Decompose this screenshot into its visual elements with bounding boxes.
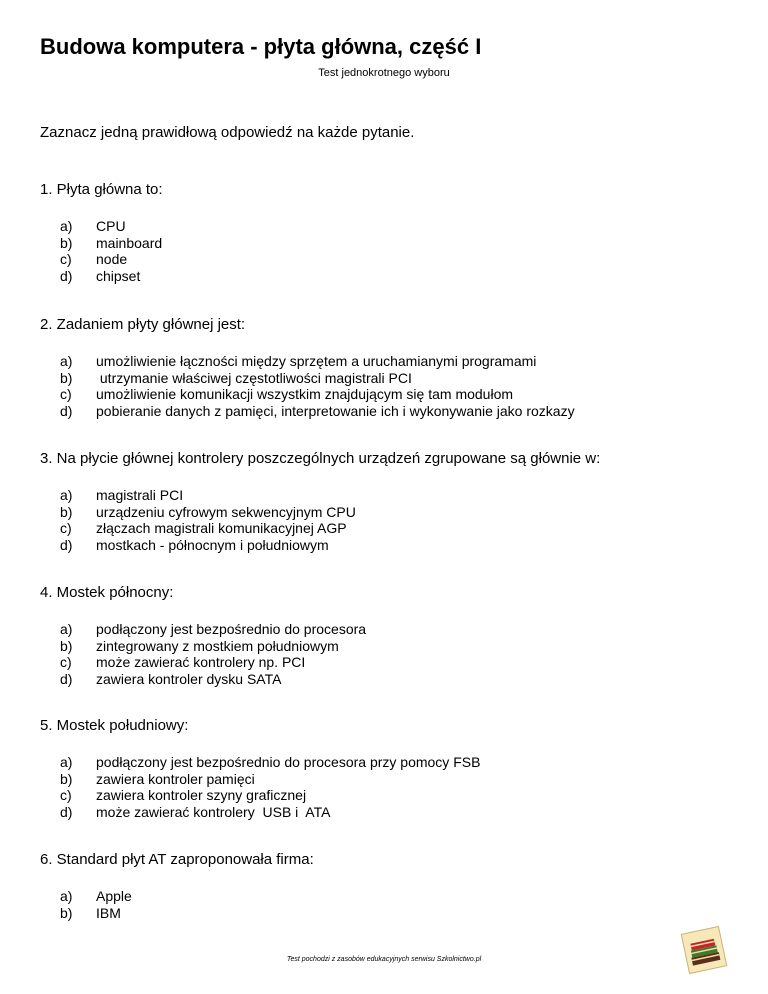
answer-text: pobieranie danych z pamięci, interpretowanie ich i wykonywanie jako rozkazy bbox=[96, 403, 575, 420]
answer-letter: c) bbox=[60, 251, 72, 268]
answer-text: CPU bbox=[96, 218, 126, 234]
question-text: 5. Mostek południowy: bbox=[40, 717, 189, 734]
answer-option bbox=[60, 638, 740, 655]
answer-option bbox=[60, 804, 740, 821]
answer-letter: d) bbox=[60, 671, 73, 688]
answer-text: umożliwienie komunikacji wszystkim znajdującym się tam modułom bbox=[96, 386, 514, 403]
answer-letter: b) bbox=[60, 637, 73, 654]
answer-option bbox=[60, 905, 740, 922]
answer-option bbox=[60, 520, 740, 537]
question-text: 6. Standard płyt AT zaproponowała firma: bbox=[40, 851, 314, 868]
answer-text: utrzymanie właściwej częstotliwości magistrali PCI bbox=[96, 369, 412, 386]
books-stack-logo-graphic bbox=[678, 924, 730, 976]
answer-option bbox=[60, 537, 740, 554]
answer-text: mainboard bbox=[96, 234, 163, 251]
answer-letter: b) bbox=[60, 234, 73, 251]
answer-text: zawiera kontroler dysku SATA bbox=[96, 671, 282, 688]
answer-letter: a) bbox=[60, 621, 73, 637]
answer-text: mostkach - północnym i południowym bbox=[96, 537, 329, 554]
answer-option bbox=[60, 771, 740, 788]
answer-text: node bbox=[96, 251, 128, 268]
answer-text: może zawierać kontrolery USB i ATA bbox=[96, 804, 331, 821]
answer-list bbox=[60, 218, 740, 285]
answer-text: zawiera kontroler pamięci bbox=[96, 770, 255, 787]
answer-option bbox=[60, 353, 740, 370]
question-4 bbox=[40, 584, 740, 688]
answer-text: magistrali PCI bbox=[96, 487, 184, 503]
answer-option bbox=[60, 251, 740, 268]
answer-option bbox=[60, 787, 740, 804]
footer-source-note: Test pochodzi z zasobów edukacyjnych serwisu Szkolnictwo.pl bbox=[286, 956, 482, 963]
answer-option bbox=[60, 403, 740, 420]
answer-text: zawiera kontroler szyny graficznej bbox=[96, 787, 307, 804]
answer-text: urządzeniu cyfrowym sekwencyjnym CPU bbox=[96, 503, 356, 520]
answer-letter: d) bbox=[60, 268, 73, 285]
answer-text: chipset bbox=[96, 268, 141, 285]
answer-text: podłączony jest bezpośrednio do procesora przy pomocy FSB bbox=[96, 754, 481, 770]
answer-option bbox=[60, 654, 740, 671]
document-subtitle: Test jednokrotnego wyboru bbox=[318, 67, 450, 79]
answer-letter: d) bbox=[60, 537, 73, 554]
answer-option bbox=[60, 370, 740, 387]
answer-letter: b) bbox=[60, 904, 73, 921]
answer-letter: a) bbox=[60, 218, 73, 234]
answer-text: zintegrowany z mostkiem południowym bbox=[96, 637, 339, 654]
answer-letter: b) bbox=[60, 369, 73, 386]
answer-text: IBM bbox=[96, 904, 121, 921]
answer-text: może zawierać kontrolery np. PCI bbox=[96, 654, 306, 671]
question-text: 3. Na płycie głównej kontrolery poszczególnych urządzeń zgrupowane są głównie w: bbox=[40, 450, 601, 467]
answer-letter: d) bbox=[60, 804, 73, 821]
answer-option bbox=[60, 386, 740, 403]
answer-letter: c) bbox=[60, 386, 72, 403]
answer-letter: a) bbox=[60, 487, 73, 503]
answer-list bbox=[60, 621, 740, 688]
answer-text: podłączony jest bezpośrednio do procesora bbox=[96, 621, 367, 637]
question-text: 4. Mostek północny: bbox=[40, 584, 174, 601]
answer-list bbox=[60, 487, 740, 554]
answer-text: Apple bbox=[96, 888, 132, 904]
answer-list bbox=[60, 888, 740, 921]
answer-option bbox=[60, 235, 740, 252]
answer-letter: b) bbox=[60, 770, 73, 787]
question-2 bbox=[40, 316, 740, 420]
answer-option bbox=[60, 504, 740, 521]
answer-option bbox=[60, 888, 740, 905]
answer-letter: c) bbox=[60, 654, 72, 671]
answer-option bbox=[60, 487, 740, 504]
answer-letter: c) bbox=[60, 787, 72, 804]
books-stack-icon bbox=[678, 924, 730, 976]
answer-list bbox=[60, 754, 740, 821]
question-5 bbox=[40, 717, 740, 821]
answer-option bbox=[60, 621, 740, 638]
answer-text: złączach magistrali komunikacyjnej AGP bbox=[96, 520, 347, 537]
document-title: Budowa komputera - płyta główna, część I bbox=[40, 34, 482, 59]
question-6 bbox=[40, 851, 740, 921]
answer-letter: b) bbox=[60, 503, 73, 520]
answer-option bbox=[60, 754, 740, 771]
question-1 bbox=[40, 181, 740, 285]
answer-letter: d) bbox=[60, 403, 73, 420]
answer-option bbox=[60, 268, 740, 285]
answer-letter: a) bbox=[60, 754, 73, 770]
question-text: 2. Zadaniem płyty głównej jest: bbox=[40, 316, 246, 333]
answer-letter: a) bbox=[60, 353, 73, 369]
question-3 bbox=[40, 450, 740, 554]
answer-list bbox=[60, 353, 740, 420]
answer-option bbox=[60, 218, 740, 235]
answer-letter: a) bbox=[60, 888, 73, 904]
answer-letter: c) bbox=[60, 520, 72, 537]
answer-option bbox=[60, 671, 740, 688]
answer-text: umożliwienie łączności między sprzętem a uruchamianymi programami bbox=[96, 353, 537, 369]
instruction-text: Zaznacz jedną prawidłową odpowiedź na każde pytanie. bbox=[40, 124, 415, 141]
question-text: 1. Płyta główna to: bbox=[40, 181, 163, 198]
